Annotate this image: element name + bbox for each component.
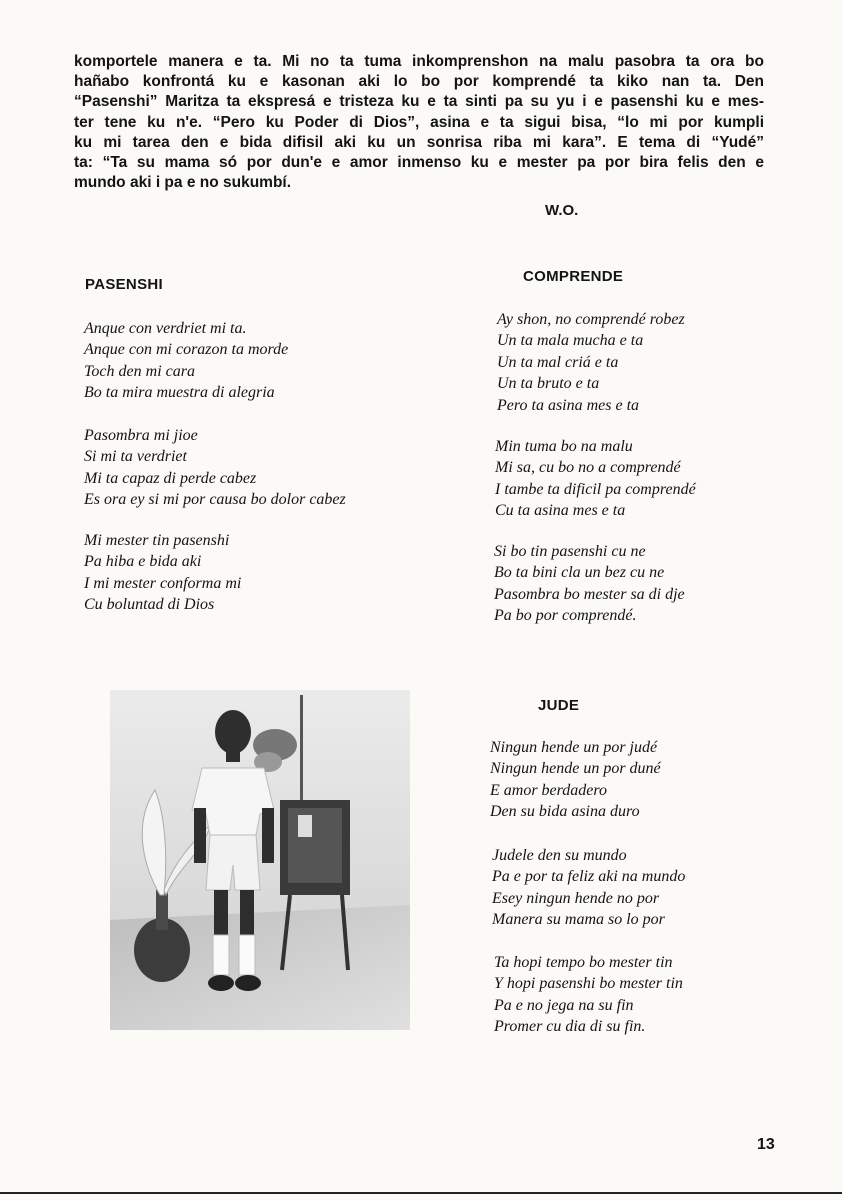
poem-line: Anque con verdriet mi ta. bbox=[84, 320, 247, 337]
poem-title-comprende: COMPRENDE bbox=[523, 268, 624, 285]
poem-line: Pa e por ta feliz aki na mundo bbox=[492, 868, 686, 886]
poem-line: Ay shon, no comprendé robez bbox=[497, 311, 685, 328]
page-edge-shadow bbox=[0, 1192, 842, 1194]
poem-line: Cu ta asina mes e ta bbox=[495, 502, 626, 520]
poem-line: Ningun hende un por judé bbox=[490, 739, 658, 756]
poem-line: I mi mester conforma mi bbox=[84, 574, 242, 592]
poem-stanza bbox=[490, 737, 661, 823]
intro-line: hañabo konfrontá ku e kasonan aki lo bo por komprendé ta kiko nan ta. Den bbox=[74, 73, 764, 91]
poem-line: Ningun hende un por duné bbox=[490, 760, 661, 778]
poem-line: Si bo tin pasenshi cu ne bbox=[494, 543, 646, 560]
poem-line: Promer cu dia di su fin. bbox=[494, 1018, 646, 1036]
poem-title-pasenshi: PASENSHI bbox=[85, 276, 163, 293]
poem-line: I tambe ta dificil pa comprendé bbox=[495, 480, 696, 498]
intro-line: mundo aki i pa e no sukumbí. bbox=[74, 174, 292, 192]
intro-line: komportele manera e ta. Mi no ta tuma inkomprenshon na malu pasobra ta ora bo bbox=[74, 53, 764, 70]
poem-line: Bo ta mira muestra di alegria bbox=[84, 384, 275, 402]
intro-line: “Pasenshi” Maritza ta ekspresá e tristeza ku e ta sinti pa su yu i e pasenshi ku e mes- bbox=[74, 93, 764, 111]
poem-line: Un ta mala mucha e ta bbox=[497, 332, 644, 350]
poem-line: Ta hopi tempo bo mester tin bbox=[494, 954, 673, 971]
poem-stanza bbox=[84, 318, 288, 404]
page-number: 13 bbox=[757, 1136, 775, 1153]
poem-line: Y hopi pasenshi bo mester tin bbox=[494, 975, 683, 993]
poem-line: Judele den su mundo bbox=[492, 847, 627, 864]
poem-stanza bbox=[495, 436, 696, 522]
poem-stanza bbox=[492, 845, 685, 931]
poem-line: Pa hiba e bida aki bbox=[84, 553, 202, 571]
intro-line: ku mi tarea den e bida difisil aki ku un sonrisa riba mi kara”. E tema di “Yudé” bbox=[74, 133, 764, 151]
poem-stanza bbox=[84, 530, 241, 616]
poem-line: Min tuma bo na malu bbox=[495, 438, 633, 455]
author-signature: W.O. bbox=[545, 202, 579, 219]
poem-line: Bo ta bini cla un bez cu ne bbox=[494, 564, 665, 582]
poem-stanza bbox=[497, 309, 685, 416]
poem-line: Si mi ta verdriet bbox=[84, 448, 187, 466]
poem-stanza bbox=[84, 425, 346, 511]
poem-stanza bbox=[494, 541, 685, 627]
poem-line: Anque con mi corazon ta morde bbox=[84, 341, 289, 359]
intro-line: ter tene ku n'e. “Pero ku Poder di Dios”, asina e ta sigui bisa, “lo mi por kumpli bbox=[74, 113, 764, 131]
poem-line: Pasombra mi jioe bbox=[84, 427, 198, 444]
poem-line: Mi mester tin pasenshi bbox=[84, 532, 230, 549]
poem-title-jude: JUDE bbox=[538, 697, 580, 714]
poem-line: Mi ta capaz di perde cabez bbox=[84, 469, 257, 487]
boy-photograph-drawing bbox=[110, 690, 410, 1030]
boy-photograph bbox=[110, 690, 410, 1030]
poem-line: Es ora ey si mi por causa bo dolor cabez bbox=[84, 491, 346, 509]
poem-stanza bbox=[494, 952, 683, 1038]
poem-line: Toch den mi cara bbox=[84, 362, 195, 380]
poem-line: Un ta bruto e ta bbox=[497, 375, 600, 393]
poem-line: Mi sa, cu bo no a comprendé bbox=[495, 459, 681, 477]
poem-line: Un ta mal criá e ta bbox=[497, 353, 619, 371]
poem-line: Pa bo por comprendé. bbox=[494, 607, 637, 625]
poem-line: Pero ta asina mes e ta bbox=[497, 396, 640, 414]
poem-line: Den su bida asina duro bbox=[490, 803, 640, 821]
poem-line: Pa e no jega na su fin bbox=[494, 996, 634, 1014]
poem-line: Cu boluntad di Dios bbox=[84, 596, 215, 614]
intro-line: ta: “Ta su mama só por dun'e e amor inmenso ku e mester pa por bira felis den e bbox=[74, 154, 764, 172]
poem-line: Manera su mama so lo por bbox=[492, 911, 665, 929]
intro-paragraph bbox=[74, 52, 764, 193]
poem-line: Esey ningun hende no por bbox=[492, 889, 660, 907]
poem-line: Pasombra bo mester sa di dje bbox=[494, 585, 685, 603]
poem-line: E amor berdadero bbox=[490, 781, 608, 799]
